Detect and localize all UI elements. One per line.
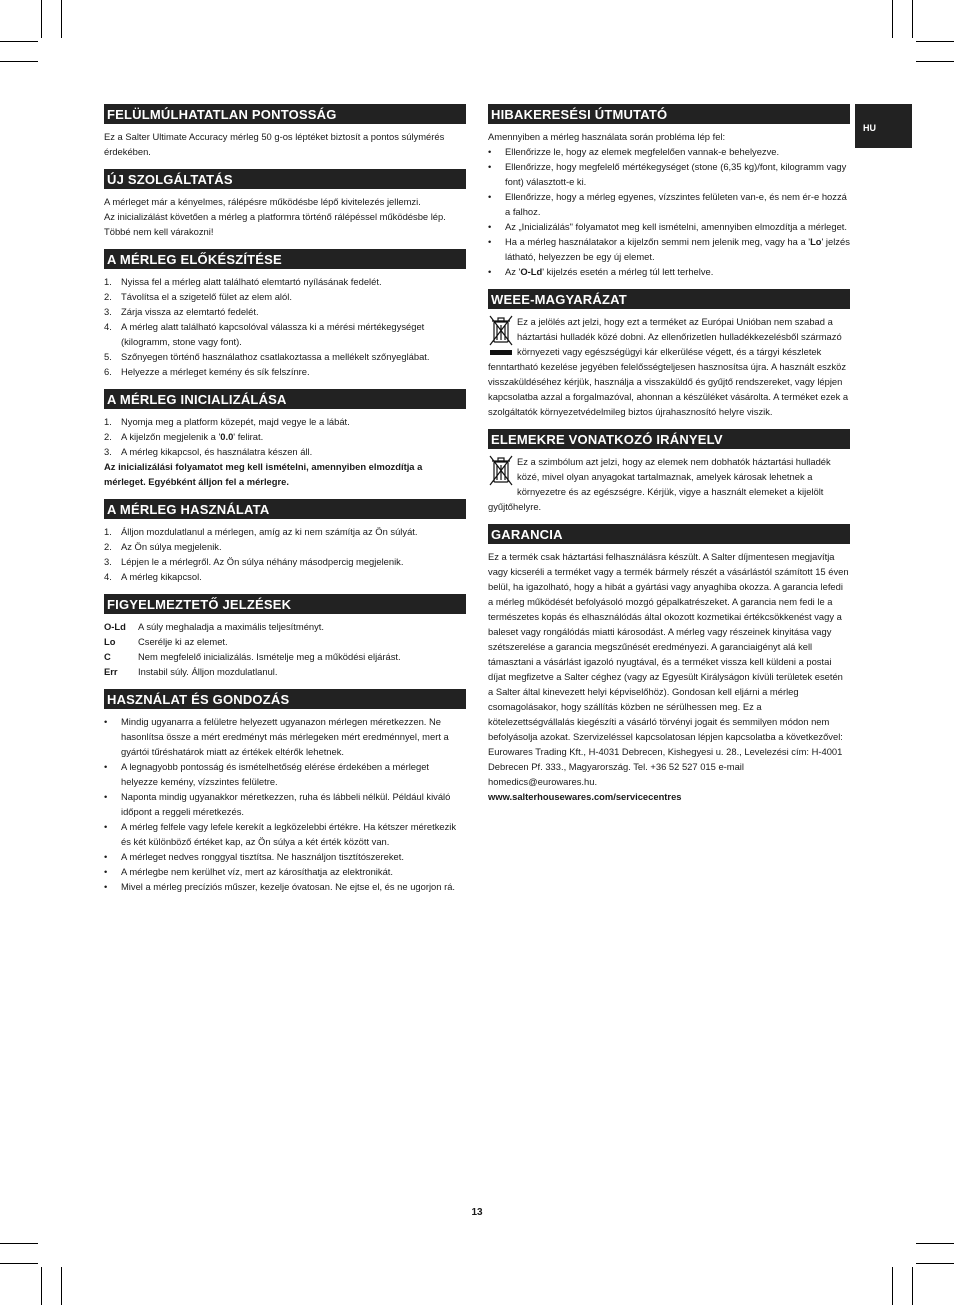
list-item: • Naponta mindig ugyanakkor méretkezzen, ruha és lábbeli nélkül. Például kiváló időpont a reggeli méretkezés.	[104, 791, 451, 817]
list-item: • Ellenőrizze, hogy megfelelő mértékegységet (stone (6,35 kg)/font, kilogramm vagy font) választott-e ki.	[488, 161, 847, 187]
crop-mark	[61, 1267, 62, 1305]
section-warranty	[488, 524, 850, 804]
section-battery-directive	[488, 429, 850, 514]
crop-mark	[912, 1267, 913, 1305]
list-item: 1. Nyomja meg a platform közepét, majd vegye le a lábát.	[104, 416, 350, 427]
language-tab: HU	[855, 104, 912, 148]
section-heading: HIBAKERESÉSI ÚTMUTATÓ	[488, 104, 850, 124]
bold-note: Az inicializálási folyamatot meg kell ismételni, amennyiben elmozdítja a mérleget. Egyébként álljon fel a mérlegre.	[104, 461, 423, 487]
section-usage	[104, 499, 466, 584]
list-item: • Ellenőrizze, hogy a mérleg egyenes, vízszintes felületen van-e, és nem ér-e hozzá a falhoz.	[488, 191, 847, 217]
section-heading: FELÜLMÚLHATATLAN PONTOSSÁG	[104, 104, 466, 124]
list-item: 4. A mérleg kikapcsol.	[104, 571, 202, 582]
bullet-list	[488, 144, 850, 279]
section-warnings	[104, 594, 466, 679]
crop-mark	[41, 1267, 42, 1305]
section-heading: WEEE-MAGYARÁZAT	[488, 289, 850, 309]
section-heading: A MÉRLEG HASZNÁLATA	[104, 499, 466, 519]
list-item: 3. Lépjen le a mérlegről. Az Ön súlya néhány másodpercig megjelenik.	[104, 556, 404, 567]
crop-mark	[916, 1263, 954, 1264]
crossed-bin-icon	[488, 454, 514, 486]
warning-row: O-Ld A súly meghaladja a maximális teljesítményt.	[104, 621, 325, 632]
crop-mark	[0, 1263, 38, 1264]
section-heading: ÚJ SZOLGÁLTATÁS	[104, 169, 466, 189]
section-heading: FIGYELMEZTETŐ JELZÉSEK	[104, 594, 466, 614]
crop-mark	[0, 61, 38, 62]
list-item: • Mindig ugyanarra a felületre helyezett ugyanazon mérlegen méretkezzen. Ne hasonlítsa össze a mért eredményt más mérlegeken mért eredménnyel, mert a gyártói tűréshatárok miatt az értékek eltérők lehetnek.	[104, 716, 449, 757]
section-initialization	[104, 389, 466, 489]
list-item: 3. A mérleg kikapcsol, és használatra készen áll.	[104, 446, 313, 457]
warning-row: C Nem megfelelő inicializálás. Ismételje meg a működési eljárást.	[104, 651, 401, 662]
crop-mark	[916, 61, 954, 62]
bullet-list	[104, 714, 466, 894]
section-accuracy	[104, 104, 466, 159]
weee-block	[488, 314, 850, 419]
list-item: • Ha a mérleg használatakor a kijelzőn semmi nem jelenik meg, vagy ha a 'Lo' jelzés látható, helyezzen be egy új elemet.	[488, 236, 850, 262]
list-item: 2. A kijelzőn megjelenik a '0.0' felirat.	[104, 431, 264, 442]
right-column	[488, 104, 850, 814]
crop-mark	[916, 1243, 954, 1244]
service-url-link[interactable]: www.salterhousewares.com/servicecentres	[488, 791, 682, 802]
crop-mark	[892, 0, 893, 38]
paragraph: Amennyiben a mérleg használata során probléma lép fel:	[488, 131, 726, 142]
list-item: 2. Távolítsa el a szigetelő fület az elem alól.	[104, 291, 292, 302]
paragraph: Ez a szimbólum azt jelzi, hogy az elemek nem dobhatók háztartási hulladék közé, mivel olyan anyagokat tartalmaznak, amelyek károsak lehetnek a környezetre és az egészségre. Kérjük, vigye a használt elemeket a kijelölt gyűjtőhelyre.	[488, 456, 831, 512]
section-troubleshooting	[488, 104, 850, 279]
list-item: 6. Helyezze a mérleget kemény és sík felszínre.	[104, 366, 310, 377]
section-heading: A MÉRLEG INICIALIZÁLÁSA	[104, 389, 466, 409]
list-item: • A legnagyobb pontosság és ismételhetőség elérése érdekében a mérleget helyezze kemény, vízszintes felületre.	[104, 761, 430, 787]
paragraph-line: A mérleget már a kényelmes, rálépésre működésbe lépő kivitelezés jellemzi.	[104, 196, 421, 207]
numbered-list	[104, 524, 466, 584]
list-item: 2. Az Ön súlya megjelenik.	[104, 541, 222, 552]
list-item: 4. A mérleg alatt található kapcsolóval válassza ki a mérési mértékegységet (kilogramm, stone vagy font).	[104, 321, 425, 347]
section-heading: ELEMEKRE VONATKOZÓ IRÁNYELV	[488, 429, 850, 449]
crop-mark	[41, 0, 42, 38]
paragraph-line: Az inicializálást követően a mérleg a platformra történő rálépéssel működésbe lép.	[104, 211, 446, 222]
list-item: • Az 'O-Ld' kijelzés esetén a mérleg túl lett terhelve.	[488, 266, 714, 277]
warning-row: Err Instabil súly. Álljon mozdulatlanul.	[104, 666, 278, 677]
section-heading: A MÉRLEG ELŐKÉSZÍTÉSE	[104, 249, 466, 269]
list-item: 5. Szőnyegen történő használathoz csatlakoztassa a mellékelt szőnyeglábat.	[104, 351, 430, 362]
page-number: 13	[471, 1207, 483, 1218]
list-item: • Ellenőrizze le, hogy az elemek megfelelően vannak-e behelyezve.	[488, 146, 780, 157]
section-care	[104, 689, 466, 894]
section-new-feature	[104, 169, 466, 239]
list-item: • A mérleget nedves ronggyal tisztítsa. Ne használjon tisztítószereket.	[104, 851, 404, 862]
left-column	[104, 104, 466, 904]
section-weee	[488, 289, 850, 419]
paragraph: Ez a jelölés azt jelzi, hogy ezt a terméket az Európai Unióban nem szabad a háztartási hulladék közé dobni. Az ellenőrizetlen hulladékkezelésből származó környezeti vagy egészségügyi kár elkerülése végett, és a tárgyi készletek fenntartható kezelése jegyében felelősségteljesen hasznosítsa újra. A használt eszköz visszaküldéséhez kérjük, használja a visszaküldő és gyűjtő rendszereket, vagy lépjen kapcsolatba azzal a forgalmazóval, ahonnan a készüléket vásárolta. A terméket ezek a szolgáltatók környezetvédelmileg biztos újrahasznosító helyre viszik.	[488, 316, 849, 417]
paragraph-line: Többé nem kell várakozni!	[104, 226, 214, 237]
numbered-list	[104, 274, 466, 379]
numbered-list	[104, 414, 466, 459]
crossed-bin-icon	[488, 314, 514, 358]
crop-mark	[892, 1267, 893, 1305]
crop-mark	[0, 41, 38, 42]
list-item: • Az „Inicializálás" folyamatot meg kell ismételni, amennyiben elmozdítja a mérleget.	[488, 221, 848, 232]
warning-row: Lo Cserélje ki az elemet.	[104, 636, 228, 647]
list-item: • A mérlegbe nem kerülhet víz, mert az károsíthatja az elektronikát.	[104, 866, 393, 877]
list-item: • A mérleg felfele vagy lefele kerekít a legközelebbi értékre. Ha kétszer méretkezik és két különböző értéket kap, az Ön súlya a két érték között van.	[104, 821, 457, 847]
list-item: 3. Zárja vissza az elemtartó fedelét.	[104, 306, 259, 317]
crop-mark	[912, 0, 913, 38]
crop-mark	[61, 0, 62, 38]
paragraph: Ez a termék csak háztartási felhasználásra készült. A Salter díjmentesen megjavítja vagy kicseréli a terméket vagy a termék bármely részét a vásárlástól számított 15 éven belül, ha igazolható, hogy a hibát a gyártási vagy anyaghiba okozza. A garancia lefedi a mérleg működését befolyásoló mozgó gépalkatrészeket. A garancia nem fedi le a természetes kopás és elhasználódás által okozott kozmetikai értékcsökkenést vagy a baleset vagy rongálódás miatti károsodást. A mérleg vagy részeinek kinyitása vagy szétszerelése a garancia megszűnését eredményezi. A garanciaigényt alá kell támasztani a vásárlást igazoló nyugtával, és a terméket vissza kell küldeni a postai díjat megfizetve a Salter céghez (vagy az Egyesült Királyságon kívüli területek esetén a Salter által kinevezett helyi képviselőhöz). Gondosan kell eljárni a mérleg csomagolásakor, hogy szállítás közben ne sérülhessen meg. Ez a kötelezettségvállalás kiegészíti a vásárló törvényi jogait és semmilyen módon nem befolyásolja azokat. Szervizeléssel kapcsolatosan lépjen kapcsolatba a következővel: Eurowares Trading Kft., H-4031 Debrecen, Kishegyesi u. 28., Levelezési cím: H-4001 Debrecen Pf. 333., Magyarország. Tel. +36 52 527 015 e-mail homedics@eurowares.hu.	[488, 551, 849, 787]
section-heading: HASZNÁLAT ÉS GONDOZÁS	[104, 689, 466, 709]
section-preparation	[104, 249, 466, 379]
list-item: 1. Nyissa fel a mérleg alatt található elemtartó nyílásának fedelét.	[104, 276, 382, 287]
section-heading: GARANCIA	[488, 524, 850, 544]
crop-mark	[916, 41, 954, 42]
battery-block	[488, 454, 850, 514]
list-item: • Mivel a mérleg precíziós műszer, kezelje óvatosan. Ne ejtse el, és ne ugorjon rá.	[104, 881, 456, 892]
paragraph: Ez a Salter Ultimate Accuracy mérleg 50 g-os léptéket biztosít a pontos súlymérés érdekében.	[104, 131, 445, 157]
crop-mark	[0, 1243, 38, 1244]
list-item: 1. Álljon mozdulatlanul a mérlegen, amíg az ki nem számítja az Ön súlyát.	[104, 526, 418, 537]
